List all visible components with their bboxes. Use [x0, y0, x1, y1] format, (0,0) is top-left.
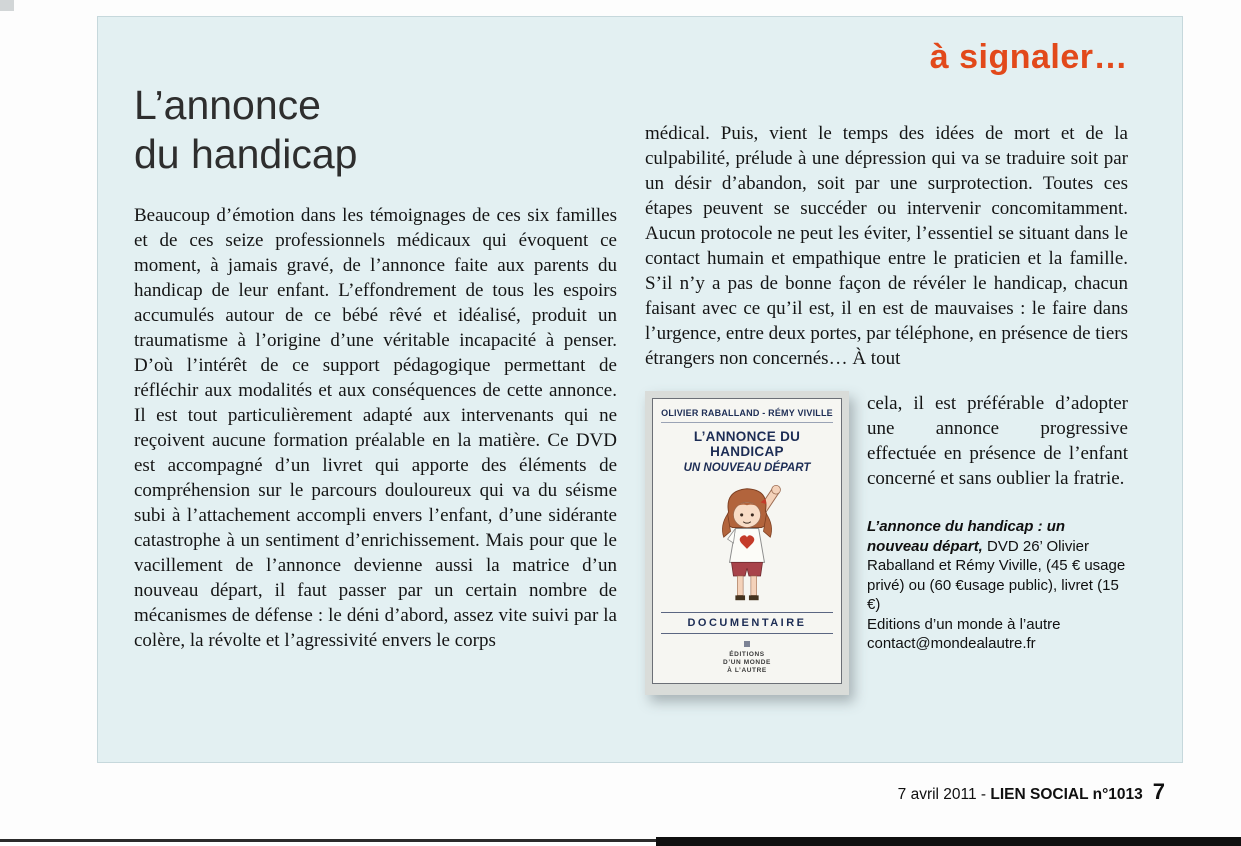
publisher-line1: ÉDITIONS — [729, 651, 765, 658]
page-footer — [898, 779, 1165, 805]
text-beside-dvd — [867, 391, 1128, 654]
dvd-illustration-child-drawing-icon — [694, 481, 800, 607]
dvd-caption — [867, 517, 1128, 654]
article-panel — [97, 16, 1183, 763]
caption-title: L’annonce du handicap : un nouveau départ, — [867, 518, 1066, 555]
caption-contact-email: contact@mondealautre.fr — [867, 635, 1036, 652]
footer-page-number: 7 — [1152, 779, 1165, 804]
footer-date: 7 avril 2011 - — [897, 786, 991, 803]
publisher-line3: À L’AUTRE — [727, 667, 767, 674]
scan-smudge-artifact — [0, 0, 14, 11]
article-title-line2: du handicap — [134, 131, 358, 177]
dvd-genre-banner: DOCUMENTAIRE — [661, 612, 833, 634]
dvd-authors: OLIVIER RABALLAND - RÉMY VIVILLE — [661, 408, 833, 423]
article-body-left: Beaucoup d’émotion dans les témoignages de ces six familles et de ces seize professionnels médicaux qui évoquent ce moment, à jamais gravé, de l’annonce faite aux parents du handicap de leur enfant. L’effondrement de tous les espoirs accumulés autour de ce bébé rêvé et idéalisé, produit un traumatisme à l’origine d’une véritable incapacité à penser. D’où l’intérêt de ce support pédagogique permettant de réfléchir aux modalités et aux conséquences de cette annonce. Il est tout particulièrement adapté aux intervenants qui ne reçoivent aucune formation préalable en la matière. Ce DVD est accompagné d’un livret qui apporte des éléments de compréhension sur le parcours douloureux qui va du séisme subi à l’attachement accompli envers l’enfant, d’une sidérante catastrophe à un sentiment d’enrichissement. Mais pour que le vacillement de l’annonce devienne aussi la matrice d’un nouveau départ, il faut passer par un certain nombre de mécanismes de défense : le déni d’abord, assez vite suivi par la colère, la révolte et l’agressivité envers le corps — [134, 205, 617, 651]
dvd-publisher-logo — [659, 641, 835, 675]
left-column — [134, 17, 617, 695]
dvd-and-text-wrap — [645, 391, 1128, 695]
publisher-line2: D’UN MONDE — [723, 659, 771, 666]
right-column — [645, 17, 1128, 695]
dvd-cover — [652, 398, 842, 684]
article-body-right: médical. Puis, vient le temps des idées de mort et de la culpabilité, prélude à une dépression qui va se traduire soit par un désir d’abandon, soit par une surprotection. Toutes ces étapes peuvent se succéder ou intervenir concomitamment. Aucun protocole ne peut les éviter, l’essentiel se situant dans le contact humain et empathique entre le praticien et la famille. S’il n’y a pas de bonne façon de révéler le handicap, chacun faisant avec ce qu’il est, il en est de mauvaises : le faire dans l’urgence, entre deux portes, par téléphone, en présence de tiers étrangers non concernés… À tout — [645, 123, 1128, 369]
scan-edge-artifact-left — [0, 839, 660, 842]
article-body-right-continuation: cela, il est préférable d’adopter une annonce progressive effectuée en présence de l’enfant concerné et sans oublier la fratrie. — [867, 393, 1128, 489]
two-column-layout — [134, 17, 1128, 695]
dvd-subtitle: UN NOUVEAU DÉPART — [683, 462, 811, 474]
caption-credits — [867, 517, 1128, 615]
dvd-title: L’ANNONCE DU HANDICAP — [693, 429, 801, 459]
caption-publisher: Editions d’un monde à l’autre — [867, 615, 1061, 633]
article-title — [134, 81, 617, 179]
scan-edge-artifact-right — [656, 837, 1241, 846]
footer-journal-name: LIEN SOCIAL n°1013 — [990, 786, 1143, 803]
section-header: à signaler… — [929, 38, 1128, 76]
caption-details: DVD 26’ Olivier Raballand et Rémy Viville, (45 € usage privé) ou (60 €usage public), livret (15 €) — [867, 537, 1126, 613]
article-title-line1: L’annonce — [134, 82, 321, 128]
dvd-cover-photo — [645, 391, 849, 695]
publisher-mark-icon — [744, 641, 750, 647]
